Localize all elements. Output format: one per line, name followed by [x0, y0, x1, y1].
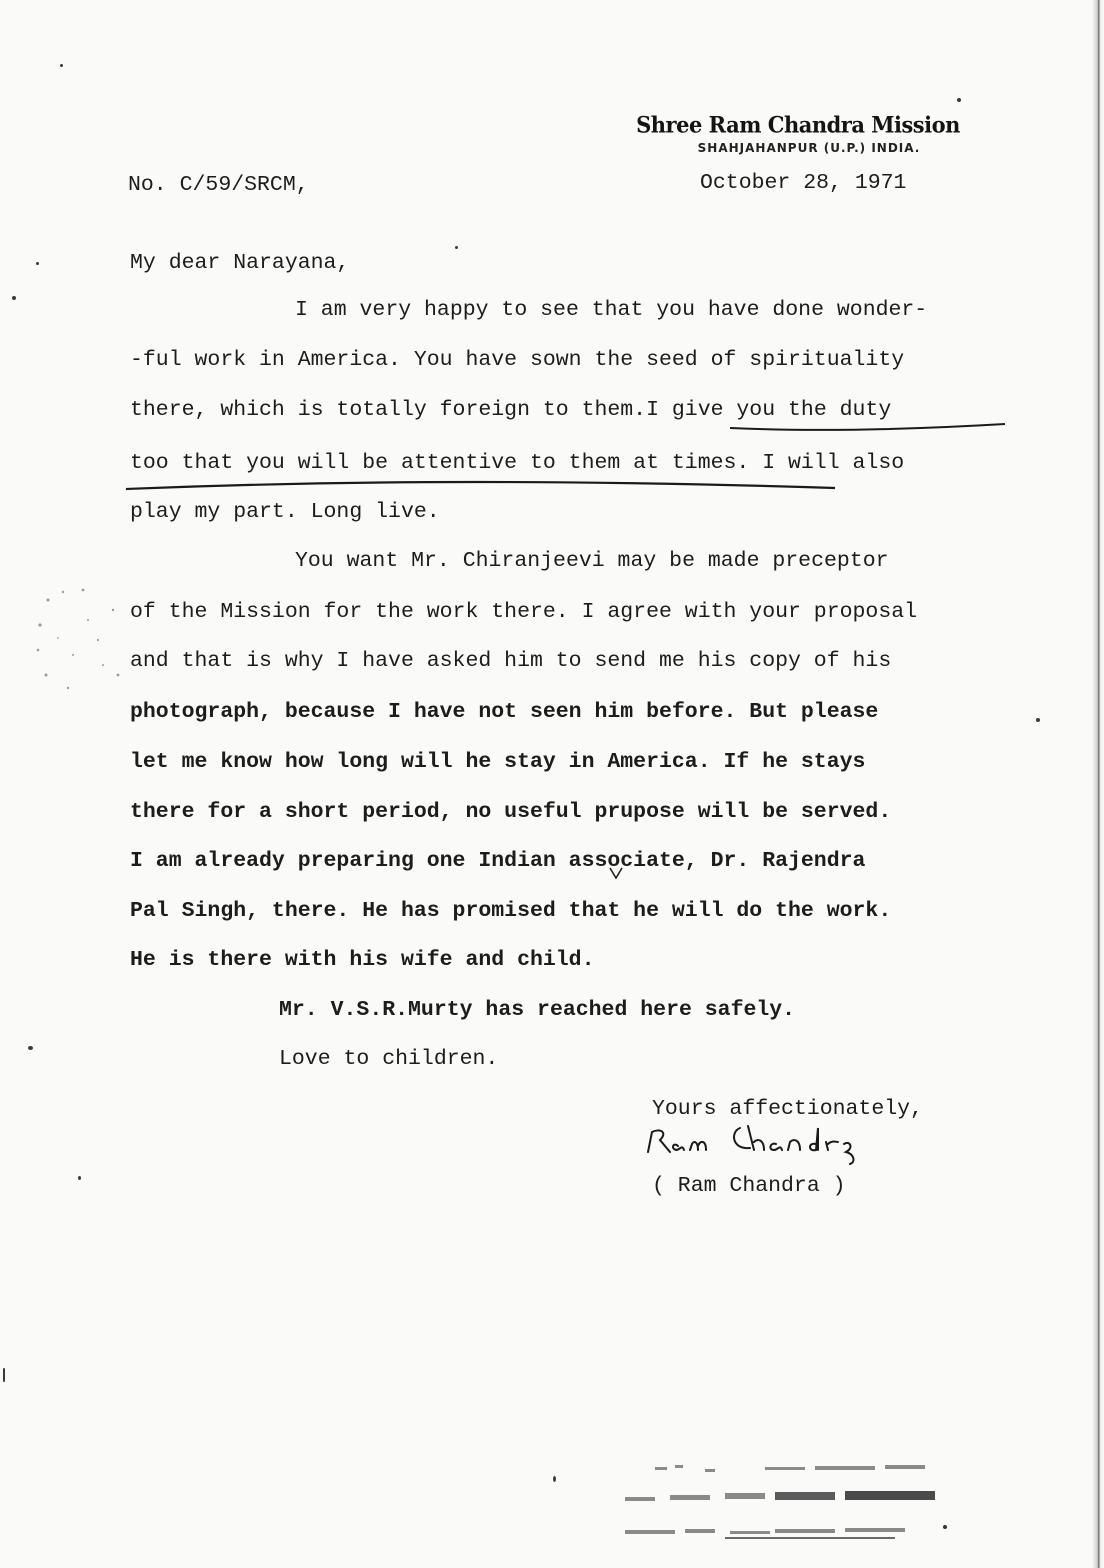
paragraph2-line: You want Mr. Chiranjeevi may be made preceptor: [295, 549, 889, 573]
paragraph1-underlined-start: I give you the duty: [646, 398, 892, 422]
organization-address: SHAHJAHANPUR (U.P.) INDIA.: [697, 141, 921, 155]
scan-speck: [28, 1046, 33, 1050]
scan-speck: [455, 246, 458, 249]
paragraph2-line: photograph, because I have not seen him before. But please: [130, 700, 879, 724]
scan-speck: [553, 1476, 556, 1482]
organization-name: Shree Ram Chandra Mission: [636, 111, 960, 138]
paragraph2-line: He is there with his wife and child.: [130, 948, 595, 972]
paragraph1-line: too that you will be attentive to them at times. I will also: [130, 451, 905, 475]
scan-speck: [36, 262, 39, 265]
paragraph1-line: play my part. Long live.: [130, 500, 440, 524]
underline-stroke-1: [730, 424, 1005, 430]
faded-receipt-stamp: [615, 1455, 955, 1565]
paragraph3: Mr. V.S.R.Murty has reached here safely.: [279, 998, 796, 1022]
scan-speck: [12, 296, 16, 300]
paragraph2-line: I am already preparing one Indian associate, Dr. Rajendra: [130, 849, 866, 873]
scan-edge: [1092, 0, 1104, 1568]
paragraph1-line: -ful work in America. You have sown the seed of spirituality: [130, 348, 905, 372]
scan-speck: [957, 98, 961, 102]
letterhead-stamp: [618, 112, 978, 155]
paragraph1-line: I am very happy to see that you have done wonder-: [295, 298, 928, 322]
letter-date: October 28, 1971: [700, 171, 907, 195]
paragraph2-line: and that is why I have asked him to send me his copy of his: [130, 649, 892, 673]
handwritten-signature: [640, 1118, 920, 1168]
scan-speck: [60, 64, 63, 67]
paragraph2-line: of the Mission for the work there. I agree with your proposal: [130, 600, 918, 624]
salutation: My dear Narayana,: [130, 251, 350, 275]
paragraph1-line: [130, 397, 891, 423]
scan-speck: [78, 1176, 81, 1180]
faint-stamp-mark: [28, 580, 138, 700]
paragraph2-line: let me know how long will he stay in America. If he stays: [130, 750, 866, 774]
reference-number: No. C/59/SRCM,: [128, 173, 309, 197]
underline-stroke-2: [126, 482, 835, 489]
closing: Yours affectionately,: [652, 1097, 923, 1121]
scan-speck: [1036, 718, 1040, 722]
paragraph4: Love to children.: [279, 1047, 499, 1071]
printed-signature-name: ( Ram Chandra ): [652, 1174, 846, 1198]
paragraph1-line-start: there, which is totally foreign to them.: [130, 398, 647, 422]
scan-speck: [3, 1368, 5, 1382]
paragraph2-line: there for a short period, no useful prupose will be served.: [130, 800, 892, 824]
paragraph2-line: Pal Singh, there. He has promised that he will do the work.: [130, 899, 892, 923]
